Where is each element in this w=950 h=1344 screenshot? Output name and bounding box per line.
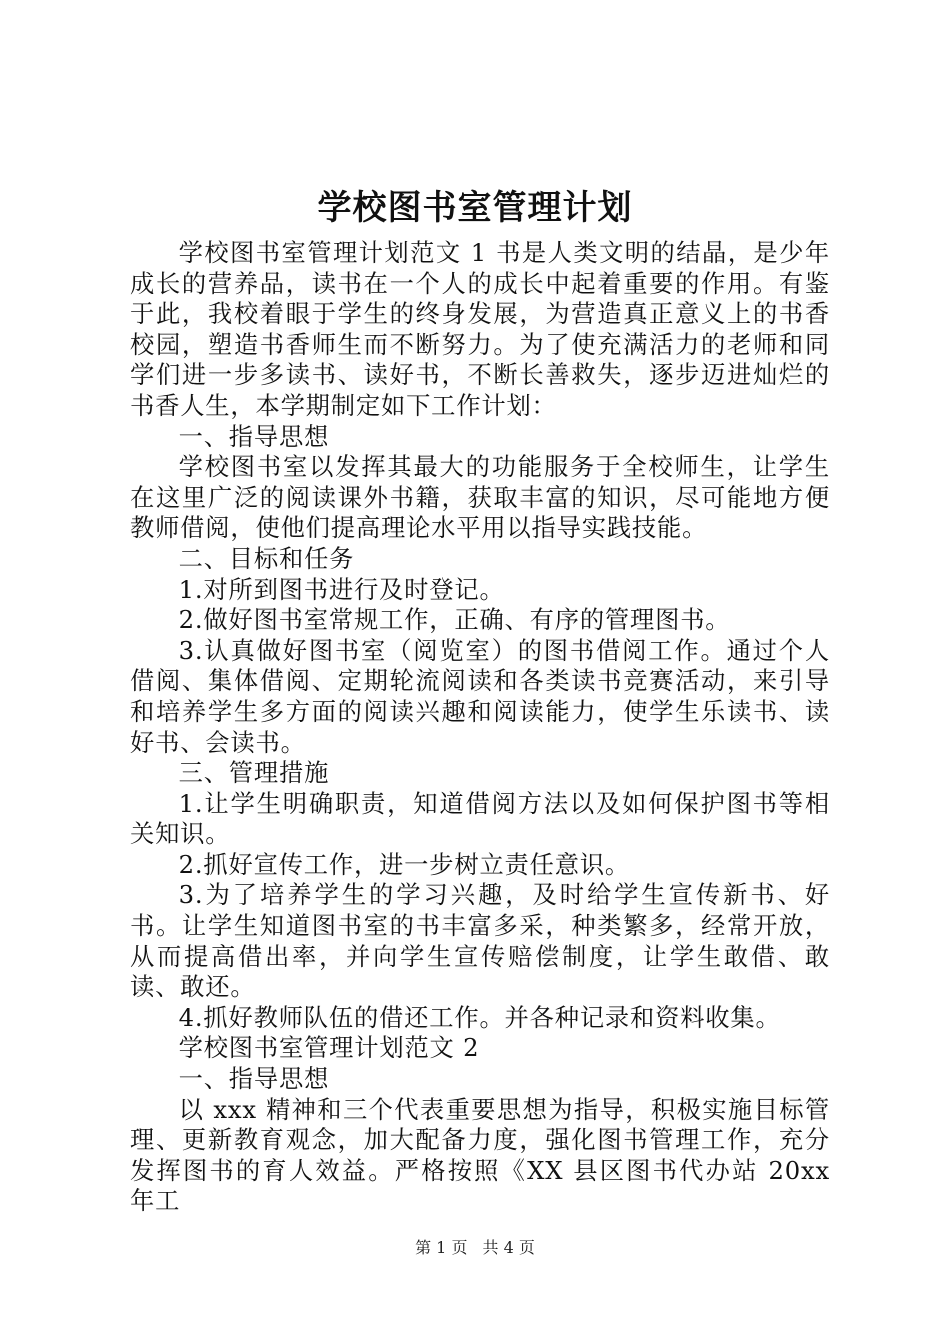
page-footer <box>0 1237 950 1259</box>
heading-sample-2: 学校图书室管理计划范文 2 <box>178 1033 480 1063</box>
heading-goals-tasks: 二、目标和任务 <box>178 543 355 573</box>
document-title: 学校图书室管理计划 <box>317 188 633 228</box>
list-item-measure-4: 4.抓好教师队伍的借还工作。并各种记录和资料收集。 <box>178 1002 781 1032</box>
page-total: 共 4 页 <box>482 1238 535 1257</box>
page-number: 第 1 页 <box>415 1238 468 1257</box>
paragraph-sample-2-guiding-ideology: 以 xxx 精神和三个代表重要思想为指导，积极实施目标管理、更新教育观念，加大配备力度，强化图书管理工作，充分发挥图书的育人效益。严格按照《XX 县区图书代办站 20xx 年工 <box>130 1094 830 1216</box>
heading-sample-2-guiding-ideology: 一、指导思想 <box>178 1064 330 1094</box>
heading-management-measures: 三、管理措施 <box>178 758 330 788</box>
list-item-goal-3: 3.认真做好图书室（阅览室）的图书借阅工作。通过个人借阅、集体借阅、定期轮流阅读和各类读书竞赛活动，来引导和培养学生多方面的阅读兴趣和阅读能力，使学生乐读书、读好书、会读书。 <box>130 635 830 757</box>
document-body <box>130 238 830 1217</box>
list-item-measure-1: 1.让学生明确职责，知道借阅方法以及如何保护图书等相关知识。 <box>130 788 830 849</box>
heading-guiding-ideology: 一、指导思想 <box>178 421 330 451</box>
paragraph-guiding-ideology: 学校图书室以发挥其最大的功能服务于全校师生，让学生在这里广泛的阅读课外书籍，获取丰富的知识，尽可能地方便教师借阅，使他们提高理论水平用以指导实践技能。 <box>130 452 830 543</box>
list-item-measure-3: 3.为了培养学生的学习兴趣，及时给学生宣传新书、好书。让学生知道图书室的书丰富多采，种类繁多，经常开放，从而提高借出率，并向学生宣传赔偿制度，让学生敢借、敢读、敢还。 <box>130 880 830 1002</box>
paragraph-intro: 学校图书室管理计划范文 1 书是人类文明的结晶，是少年成长的营养品，读书在一个人的成长中起着重要的作用。有鉴于此，我校着眼于学生的终身发展，为营造真正意义上的书香校园，塑造书香师生而不断努力。为了使充满活力的老师和同学们进一步多读书、读好书，不断长善救失，逐步迈进灿烂的书香人生，本学期制定如下工作计划： <box>130 238 830 420</box>
list-item-measure-2: 2.抓好宣传工作，进一步树立责任意识。 <box>178 849 631 879</box>
list-item-goal-1: 1.对所到图书进行及时登记。 <box>178 574 505 604</box>
list-item-goal-2: 2.做好图书室常规工作，正确、有序的管理图书。 <box>178 605 731 635</box>
